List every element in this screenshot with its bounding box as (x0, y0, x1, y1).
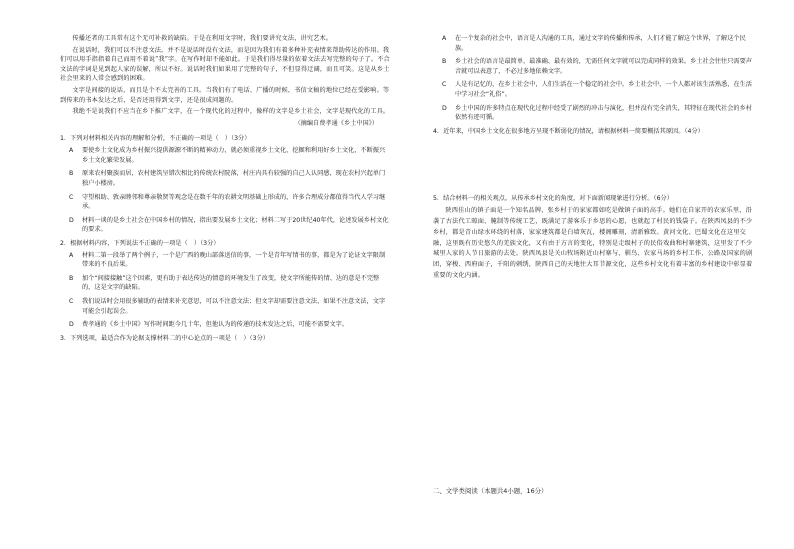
section-heading: 二、文学类阅读（本题共4小题，16分） (433, 487, 548, 495)
q1-option-a[interactable]: A 要使乡土文化成为乡村振兴提供源源不断的精神动力，就必须重视乡土文化，挖掘和利用好乡土文化，不断振兴乡土文化繁荣发展。 (69, 147, 386, 164)
passage-source: （摘编自费孝通《乡土中国》） (294, 119, 378, 127)
q3-option-d[interactable]: D 乡土中国的许多特点在现代化过程中经受了剧烈的冲击与演化，但并没有完全消失，其特征在现代社会的乡村依然有迹可循。 (442, 104, 752, 122)
passage-paragraph-3: 文字是间接的说话，而且是个不太完善的工具。当我们有了电话、广播的时候，书信文稿的地位已经在受影响。等到传来的书本发达之后，是否还用得到文字，还是很成问题的。 (60, 87, 390, 104)
q2-option-c[interactable]: C 我们说话时会用很多辅助的表情来补充意思，可以不注意文法；但文字却需要注意文法，如果不注意文法，文字可能会引起误会。 (69, 298, 386, 315)
q2-option-b[interactable]: B 加个“间接接触”这个因素，更有助于表达传达的情意的环境发生了改变，使文字所能传的情、达的意是不完整的，这是文字的缺陷。 (69, 274, 380, 292)
q1-option-c[interactable]: C 守望相助、敦亲睦邻和尊亲敬贤等观念是在数千年的农耕文明基础上形成的，许多合理成分都值得当代人学习继承。 (69, 193, 386, 211)
question-3-stem: 3．下列选项，最适合作为论据支撑材料二的中心论点的一项是（ ）（3分） (60, 334, 269, 342)
passage-paragraph-4: 我绝不是说我们不应当在乡下推广文字，在一个现代化的过程中，像样的文字是乡土社会，文字是现代化的工具。 (72, 108, 390, 116)
passage-paragraph-2: 在说话时，我们可以不注意文法。并不是说话时没有文法，而是因为我们有着多种补充表情来帮助传达的作用。我们可以用手指指着自己而用不着说“我”字。在写作时却不能如此。于是我们得尽量的依着文法去写完整的句子了。不合文法的字词是见到起人家的误解，所以不好。说话时我们如果用了完整的句子，不但显得迂阔，而且可笑。这是从乡土社会里来的人常会感到的困难。 (60, 46, 390, 83)
q3-option-b[interactable]: B 乡土社会的语言是最简单、最准确、最有效的，无需任何文字就可以完成同样的效果。乡土社会往往只需要声音就可以表意了，不必过多地依赖文字。 (442, 58, 752, 75)
passage-paragraph-1: 传播还者的工具常有这个无可补救的缺陷。于是在利用文字时，我们要讲究文法，讲究艺术。 (72, 35, 333, 42)
question-4-answer-area[interactable] (433, 138, 755, 190)
q2-option-d[interactable]: D 费孝通的《乡土中国》写作时间距今几十年，但他认为的传递的技术发达之后，可能不需要文字。 (69, 321, 349, 329)
q3-option-c[interactable]: C 人是有记忆的，在乡土社会中，人们生活在一个稳定的社会中。乡土社会中，一个人都对该生活熟悉，在生活中学习社会“礼俗”。 (442, 81, 752, 99)
question-5-stem: 5．结合材料一的相关观点，从传承乡村文化的角度，对下面新闻现象进行分析。（6分） (433, 195, 673, 203)
left-column (60, 34, 390, 345)
q1-option-b[interactable]: B 原来农村聚族而居，农村建筑呈错次相比的传统农村院落，村庄内具有较强的自己人认同感，现在农村兴起单门独户小楼房。 (69, 170, 386, 187)
q3-option-a[interactable]: A 在一个复杂的社会中，语言是人沟通的工具，通过文字的传播和传承，人们才能了解这个世界，了解这个民族。 (442, 35, 746, 52)
question-4-stem: 4．近年来，中国乡土文化在很多地方呈现不断弱化的情况，请根据材料一简要概括其原因。（4分） (433, 127, 704, 135)
news-material: 陕西佳山的镇子面是一个知名品牌，张乡村于的家家都如吃是做镇子面的高手。她们在自家开的农家乐里，沿袭了古法代工晾面、腌制等传统工艺，既满足了游客乐于乡思的心愿，也就起了村民的钱袋子。在陕西凤县的不少乡村，都是青山绿水环绕的村落，家家建筑都是白墙灰瓦，楼阁雕刻，清新雅致。黄河文化、巴蜀文化在这里交融，这里既有历史悠久的羌族文化，又有由于方言的变化，特别是走级村子的民俗戏曲和村寨建筑，这里发了不少城里人家的人节日旅游的去处。陕西凤县是关山牧场附近山村寨与、驯鸟、农家马场的乡村工作，公路及国家的剧团，穿梭、西府面子，千阳的刺绣，陕西自己的天地往大耳节源文化，这些乡村文化有着丰富的乡村建设中彰显着重要的文化内涵。 (433, 207, 753, 280)
q1-option-d[interactable]: D 材料一谈的是乡土社会在中国乡村的情况，指出要发展乡土文化；材料二写于20世纪40年代，论述发展乡村文化的要求。 (69, 216, 389, 234)
question-2-stem: 2．根据材料内容，下列说法不正确的一项是（ ）（3分） (60, 239, 220, 247)
q2-option-a[interactable]: A 材料二第一段举了两个例子，一个是广西的晚山部落送信的事，一个是青年写情书的事，都是为了论证文字限制带来的不良后果。 (69, 251, 386, 269)
question-1-stem: 1．下列对材料相关内容的理解和分析，不正确的一项是（ ）（3分） (60, 135, 251, 143)
right-column (433, 34, 755, 282)
